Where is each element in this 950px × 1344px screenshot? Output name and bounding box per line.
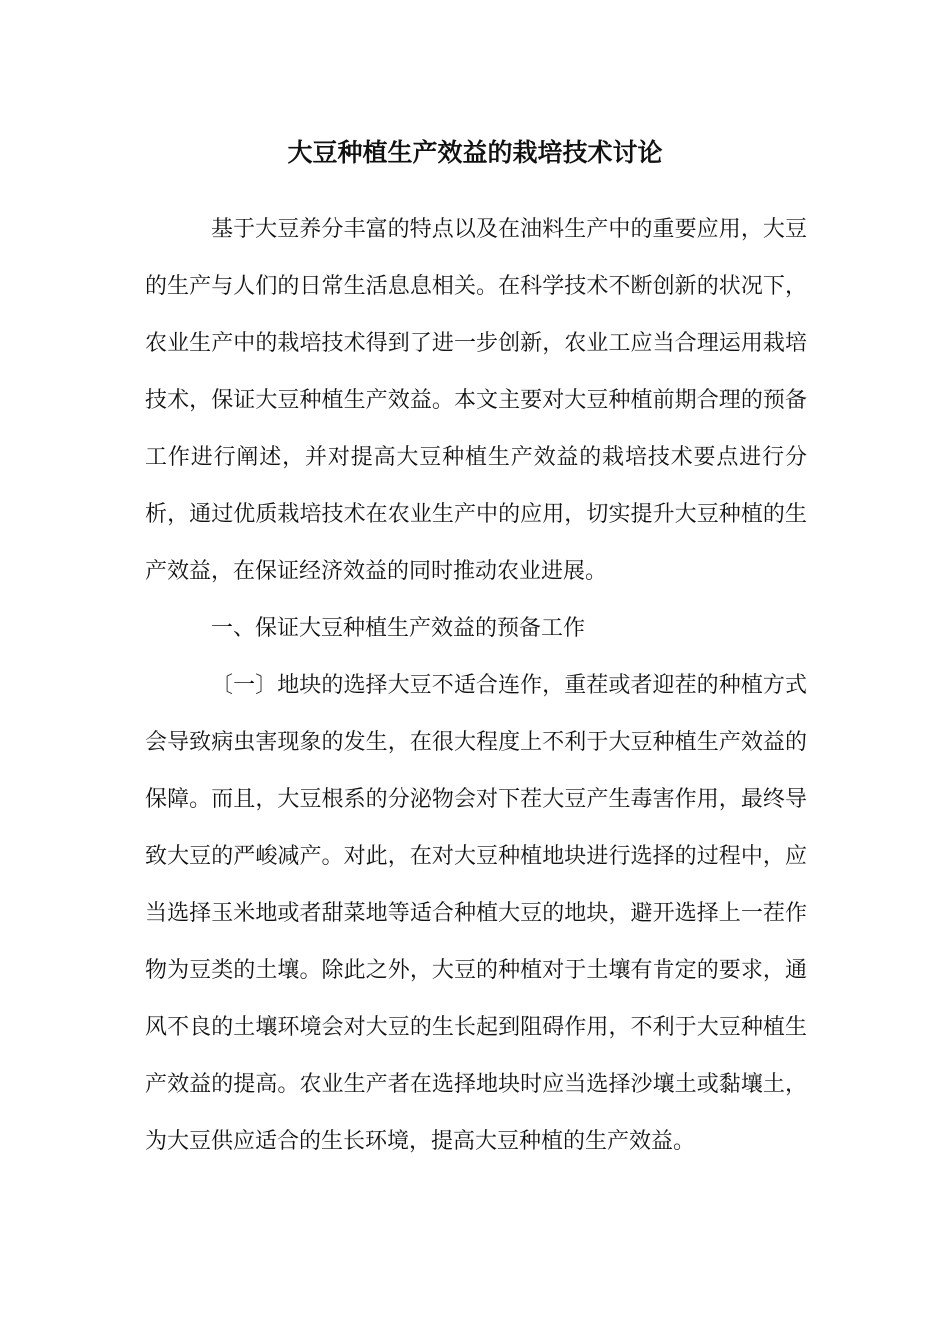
section-heading: 一、保证大豆种植生产效益的预备工作 bbox=[211, 616, 586, 641]
document-body bbox=[145, 201, 807, 1170]
paragraph-intro: 基于大豆养分丰富的特点以及在油料生产中的重要应用，大豆的生产与人们的日常生活息息相关。在科学技术不断创新的状况下，农业生产中的栽培技术得到了进一步创新，农业工应当合理运用栽培技术，保证大豆种植生产效益。本文主要对大豆种植前期合理的预备工作进行阐述，并对提高大豆种植生产效益的栽培技术要点进行分析，通过优质栽培技术在农业生产中的应用，切实提升大豆种植的生产效益，在保证经济效益的同时推动农业进展。 bbox=[145, 217, 807, 584]
paragraph-plot-selection: 〔一〕地块的选择大豆不适合连作，重茬或者迎茬的种植方式会导致病虫害现象的发生，在很大程度上不利于大豆种植生产效益的保障。而且，大豆根系的分泌物会对下茬大豆产生毒害作用，最终导致大豆的严峻减产。对此，在对大豆种植地块进行选择的过程中，应当选择玉米地或者甜菜地等适合种植大豆的地块，避开选择上一茬作物为豆类的土壤。除此之外，大豆的种植对于土壤有肯定的要求，通风不良的土壤环境会对大豆的生长起到阻碍作用，不利于大豆种植生产效益的提高。农业生产者在选择地块时应当选择沙壤土或黏壤土，为大豆供应适合的生长环境，提高大豆种植的生产效益。 bbox=[145, 673, 807, 1154]
document-title: 大豆种植生产效益的栽培技术讨论 bbox=[287, 138, 663, 167]
